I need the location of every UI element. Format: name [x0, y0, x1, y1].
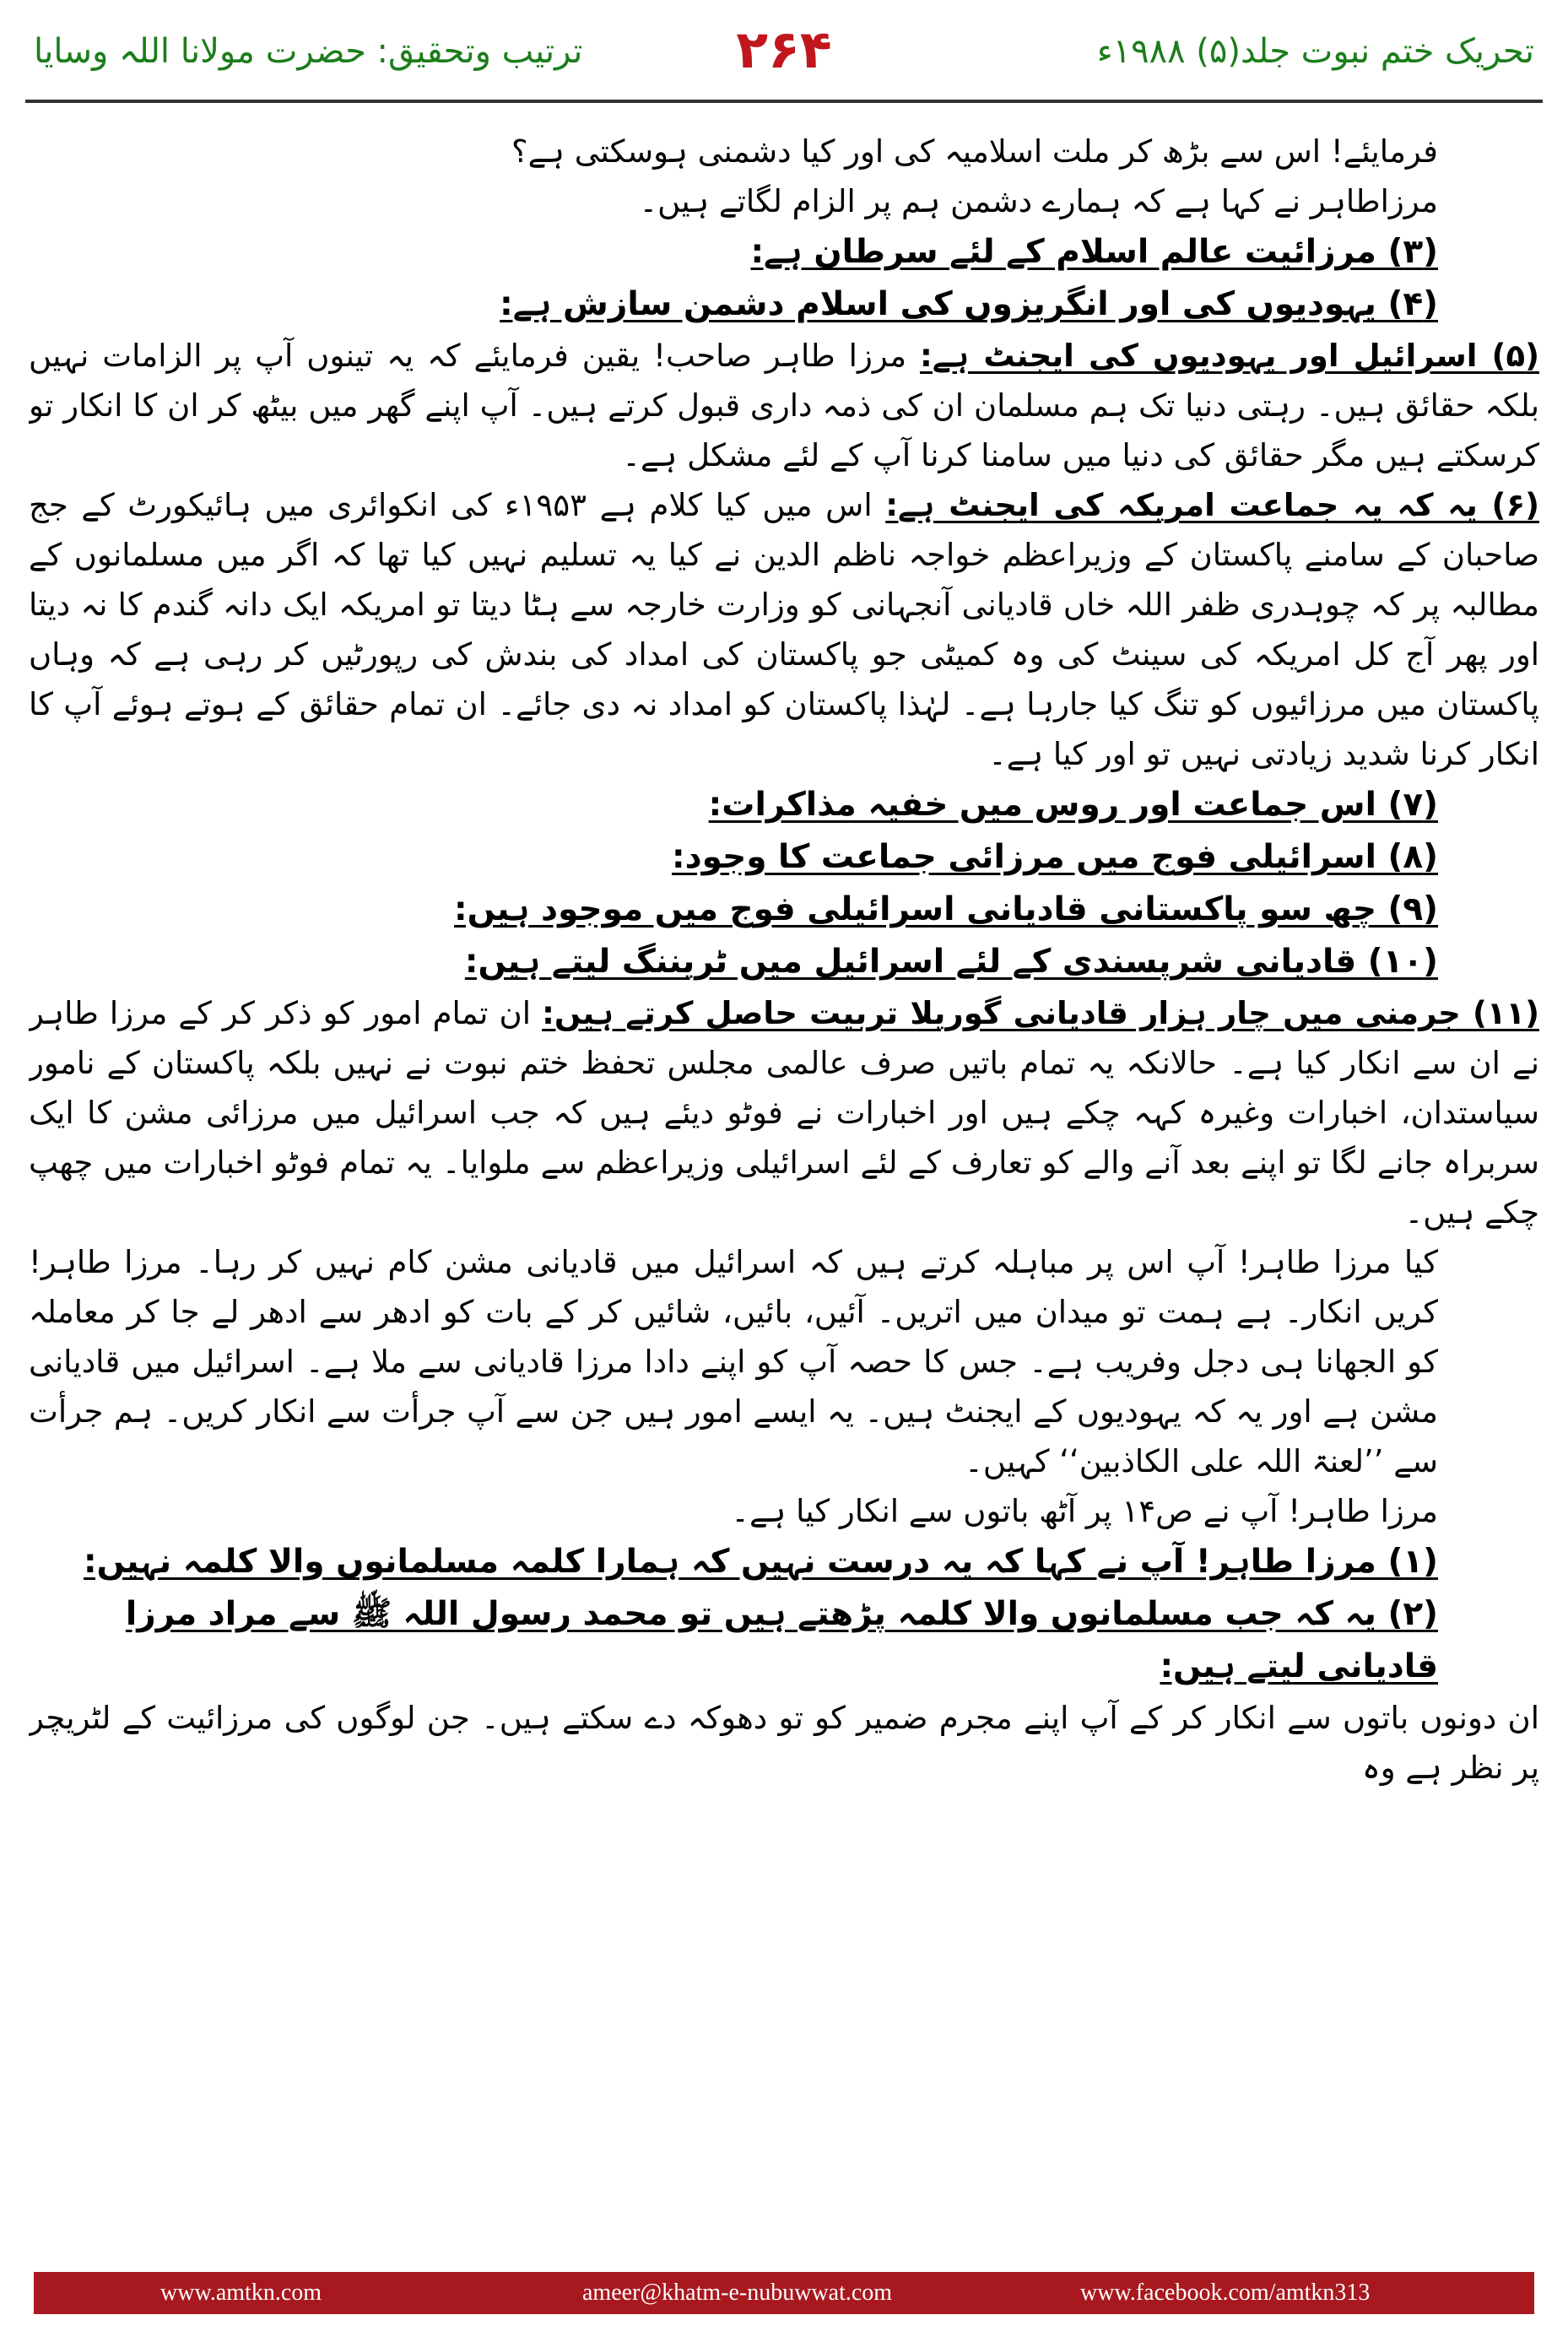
- paragraph: کیا مرزا طاہر! آپ اس پر مباہلہ کرتے ہیں کہ اسرائیل میں قادیانی مشن کام نہیں کر رہا۔ مرزا طاہر! کریں انکار۔ ہے ہمت تو میدان میں اتریں۔ آئیں، بائیں، شائیں کر کے بات کو ادھر سے ادھر لے جا کر معاملہ کو الجھانا ہی دجل وفریب ہے۔ جس کا حصہ آپ کو اپنے دادا مرزا قادیانی سے ملا ہے۔ اسرائیل میں قادیانی مشن ہے اور یہ کہ یہودیوں کے ایجنٹ ہیں۔ یہ ایسے امور ہیں جن سے آپ جرأت سے انکار کریں۔ ہم جرأت سے ’’لعنۃ اللہ علی الکاذبین‘‘ کہیں۔: [29, 1244, 1438, 1479]
- compiler-credit: ترتیب وتحقیق: حضرت مولانا اللہ وسایا: [34, 32, 583, 71]
- section-heading: [29, 779, 1539, 831]
- paragraph-text: مرزا طاہر صاحب! یقین فرمایئے کہ یہ تینوں آپ پر الزامات نہیں بلکہ حقائق ہیں۔ رہتی دنیا تک ہم مسلمان ان کی ذمہ داری قبول کرتے ہیں۔ آپ اپنے گھر میں بیٹھ کر ان کا انکار تو کرسکتے ہیں مگر حقائق کی دنیا میں سامنا کرنا آپ کے لئے مشکل ہے۔: [29, 338, 1539, 473]
- paragraph-lead: (۱۱) جرمنی میں چار ہزار قادیانی گوریلا تربیت حاصل کرتے ہیں:: [542, 995, 1539, 1031]
- paragraph-text: ان تمام امور کو ذکر کر کے مرزا طاہر نے ان سے انکار کیا ہے۔ حالانکہ یہ تمام باتیں صرف عالمی مجلس تحفظ ختم نبوت نے نہیں بلکہ پاکستان کے نامور سیاستدان، اخبارات وغیرہ کہہ چکے ہیں اور اخبارات نے فوٹو دیئے ہیں کہ جب اسرائیل میں مرزائی مشن کا ایک سربراہ جانے لگا تو اپنے بعد آنے والے کو تعارف کے لئے اسرائیلی وزیراعظم سے ملوایا۔ یہ تمام فوٹو اخبارات میں چھپ چکے ہیں۔: [29, 995, 1539, 1230]
- website-link[interactable]: www.amtkn.com: [160, 2280, 322, 2306]
- book-title: تحریک ختم نبوت جلد(۵) ۱۹۸۸ء: [1096, 32, 1534, 71]
- heading-text: (۱) مرزا طاہر! آپ نے کہا کہ یہ درست نہیں کہ ہمارا کلمہ مسلمانوں والا کلمہ نہیں:: [84, 1543, 1438, 1581]
- paragraph-lead: (۶) یہ کہ یہ جماعت امریکہ کی ایجنٹ ہے:: [885, 487, 1539, 523]
- page-footer: [34, 2272, 1534, 2314]
- section-heading: [29, 831, 1539, 884]
- section-heading: [29, 936, 1539, 988]
- heading-text: (۳) مرزائیت عالم اسلام کے لئے سرطان ہے:: [750, 233, 1438, 271]
- heading-text: (۴) یہودیوں کی اور انگریزوں کی اسلام دشمن سازش ہے:: [500, 285, 1438, 323]
- heading-text: (۹) چھ سو پاکستانی قادیانی اسرائیلی فوج میں موجود ہیں:: [454, 890, 1438, 928]
- paragraph: [29, 480, 1539, 779]
- paragraph: مرزاطاہر نے کہا ہے کہ ہمارے دشمن ہم پر الزام لگاتے ہیں۔: [639, 183, 1438, 219]
- paragraph: مرزا طاہر! آپ نے ص۱۴ پر آٹھ باتوں سے انکار کیا ہے۔: [731, 1493, 1438, 1529]
- section-heading: [29, 279, 1539, 331]
- heading-text: (۷) اس جماعت اور روس میں خفیہ مذاکرات:: [708, 786, 1438, 824]
- heading-text: (۲) یہ کہ جب مسلمانوں والا کلمہ پڑھتے ہیں تو محمد رسول اللہ ﷺ سے مراد مرزا قادیانی لیتے ہیں:: [125, 1595, 1438, 1685]
- paragraph-lead: (۵) اسرائیل اور یہودیوں کی ایجنٹ ہے:: [920, 338, 1539, 374]
- paragraph: ان دونوں باتوں سے انکار کر کے آپ اپنے مجرم ضمیر کو تو دھوکہ دے سکتے ہیں۔ جن لوگوں کی مرزائیت کے لٹریچر پر نظر ہے وہ: [29, 1700, 1539, 1786]
- email-link[interactable]: ameer@khatm-e-nubuwwat.com: [582, 2280, 893, 2306]
- header-divider: [25, 100, 1543, 103]
- facebook-link[interactable]: www.facebook.com/amtkn313: [1080, 2280, 1371, 2306]
- page-body: [29, 127, 1539, 2220]
- paragraph-text: اس میں کیا کلام ہے ۱۹۵۳ء کی انکوائری میں ہائیکورٹ کے جج صاحبان کے سامنے پاکستان کے وزیراعظم خواجہ ناظم الدین نے کیا یہ تسلیم نہیں کیا تھا کہ اگر میں مسلمانوں کے مطالبہ پر کہ چوہدری ظفر اللہ خاں قادیانی آنجہانی کو وزارت خارجہ سے ہٹا دیتا تو امریکہ ایک دانہ گندم کا نہ دیتا اور پھر آج کل امریکہ کی سینٹ کی وہ کمیٹی جو پاکستان کی امداد کی بندش کی رپورٹیں کر رہی ہے کہ وہاں پاکستان میں مرزائیوں کو تنگ کیا جارہا ہے۔ لہٰذا پاکستان کو امداد نہ دی جائے۔ ان تمام حقائق کے ہوتے ہوئے آپ کا انکار کرنا شدید زیادتی نہیں تو اور کیا ہے۔: [29, 487, 1539, 772]
- paragraph: [29, 988, 1539, 1237]
- page-number: ۲۶۴: [736, 19, 832, 80]
- section-heading: [29, 226, 1539, 279]
- section-heading: [29, 1536, 1539, 1588]
- section-heading: [29, 884, 1539, 936]
- section-heading: [29, 1588, 1539, 1693]
- heading-text: (۱۰) قادیانی شرپسندی کے لئے اسرائیل میں ٹریننگ لیتے ہیں:: [464, 943, 1438, 981]
- paragraph: [29, 331, 1539, 480]
- paragraph: فرمایئے! اس سے بڑھ کر ملت اسلامیہ کی اور کیا دشمنی ہوسکتی ہے؟: [511, 133, 1438, 170]
- heading-text: (۸) اسرائیلی فوج میں مرزائی جماعت کا وجود:: [672, 838, 1438, 876]
- page-header: [0, 0, 1568, 127]
